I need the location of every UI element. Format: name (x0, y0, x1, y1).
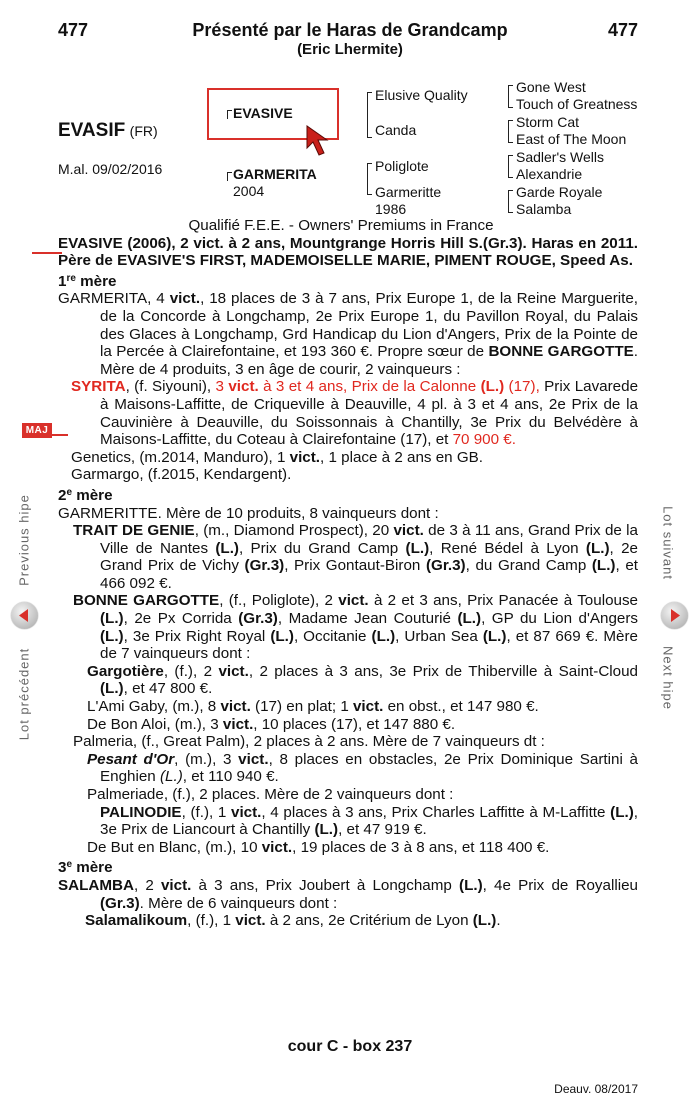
next-lot-button[interactable] (661, 602, 688, 629)
previous-hipe-label[interactable]: Previous hipe (16, 494, 32, 586)
pedigree-dam: GARMERITA (233, 166, 317, 182)
horse-info: M.al. 09/02/2016 (58, 161, 163, 177)
pedigree-ggs-2: Touch of Greatness (516, 96, 638, 112)
lot-number-right: 477 (607, 20, 638, 40)
pedigree-ggs-4: East of The Moon (516, 131, 627, 147)
pedigree-sire: EVASIVE (233, 105, 293, 121)
qualification-line: Qualifié F.E.E. - Owners' Premiums in France (188, 217, 494, 234)
pedigree-bracket (508, 120, 513, 143)
pedigree-dam-dam: Garmeritte (375, 184, 442, 200)
pedigree-sire-sire: Elusive Quality (375, 87, 468, 103)
produce-entry: PALINODIE, (f.), 1 vict., 4 places à 3 ans, Prix Charles Laffitte à M-Laffitte (L.), 3e Prix de Liancourt à Chantilly (L.), et 47 919 €. (100, 803, 638, 839)
sire-paragraph: EVASIVE (2006), 2 vict. à 2 ans, Mountgrange Horris Hill S.(Gr.3). Haras en 2011. Père de EVASIVE'S FIRST, MADEMOISELLE MARIE, PIMENT ROUGE, Speed As. (58, 234, 638, 270)
maj-badge: MAJ (22, 423, 52, 438)
pedigree-dam-year: 2004 (233, 183, 265, 199)
pedigree-bracket (508, 190, 513, 213)
produce-entry: TRAIT DE GENIE, (m., Diamond Prospect), 20 vict. de 3 à 11 ans, Grand Prix de la Ville de Nantes (L.), Prix du Grand Camp (L.), René Bédel à Lyon (L.), 2e Grand Prix de Vichy (Gr.3), Prix Gontaut-Biron (Gr.3), du Grand Camp (L.), et 466 092 €. (73, 522, 638, 592)
pedigree-ggs-8: Salamba (516, 201, 572, 217)
arrow-left-icon (11, 602, 38, 629)
pedigree-dam-sire: Poliglote (375, 158, 429, 174)
page-title: Présenté par le Haras de Grandcamp (192, 20, 508, 40)
cursor-arrow-icon (305, 124, 335, 158)
produce-entry: Pesant d'Or, (m.), 3 vict., 8 places en obstacles, 2e Prix Dominique Sartini à Enghien (L.), et 110 940 €. (87, 750, 639, 786)
pedigree-dam-dam-year: 1986 (375, 201, 407, 217)
second-dam-paragraph: GARMERITTE. Mère de 10 produits, 8 vainqueurs dont : (58, 504, 439, 522)
pedigree-sire-dam: Canda (375, 122, 417, 138)
produce-entry: Gargotière, (f.), 2 vict., 2 places à 3 ans, 3e Prix de Thiberville à Saint-Cloud (L.), et 47 800 €. (87, 662, 638, 698)
previous-lot-button[interactable] (11, 602, 38, 629)
lot-number-left: 477 (58, 20, 89, 40)
pedigree-bracket (227, 110, 232, 119)
produce-entry: De But en Blanc, (m.), 10 vict., 19 places de 3 à 8 ans, et 118 400 €. (87, 838, 550, 856)
horse-country: (FR) (129, 123, 158, 139)
produce-entry: Palmeria, (f., Great Palm), 2 places à 2 ans. Mère de 7 vainqueurs dt : (73, 733, 545, 751)
pedigree-bracket (227, 172, 232, 181)
pedigree-ggs-6: Alexandrie (516, 166, 583, 182)
catalogue-body (58, 217, 638, 930)
pedigree-ggs-5: Sadler's Wells (516, 149, 604, 165)
third-dam-paragraph: SALAMBA, 2 vict. à 3 ans, Prix Joubert à Longchamp (L.), 4e Prix de Royallieu (Gr.3). Mère de 6 vainqueurs dont : (58, 876, 638, 912)
pedigree-ggs-7: Garde Royale (516, 184, 603, 200)
box-location: cour C - box 237 (287, 1038, 413, 1055)
pedigree-bracket (508, 85, 513, 108)
produce-entry: Genetics, (m.2014, Manduro), 1 vict., 1 place à 2 ans en GB. (71, 448, 483, 466)
next-lot-label[interactable]: Lot suivant (660, 506, 676, 580)
produce-entry: Salamalikoum, (f.), 1 vict. à 2 ans, 2e Critérium de Lyon (L.). (85, 912, 501, 930)
first-dam-paragraph: GARMERITA, 4 vict., 18 places de 3 à 7 ans, Prix Europe 1, de la Reine Marguerite, de la Concorde à Longchamp, 2e Prix Europe 1, du Pavillon Royal, du Palais des Glaces à Longchamp, Grd Handicap du Lion d'Angers, Prix de la Pointe de la Percée à Clairefontaine, et 193 360 €. Propre sœur de BONNE GARGOTTE. Mère de 4 produits, 3 en âge de courir, 2 vainqueurs : (58, 290, 639, 378)
horse-name-line (58, 120, 158, 142)
arrow-right-icon (661, 602, 688, 629)
first-dam-heading: 1re mère (58, 272, 117, 290)
pedigree-ggs-1: Gone West (516, 79, 586, 95)
produce-entry: De Bon Aloi, (m.), 3 vict., 10 places (17), et 147 880 €. (87, 715, 456, 733)
produce-entry: Garmargo, (f.2015, Kendargent). (71, 466, 292, 484)
next-hipe-label[interactable]: Next hipe (660, 646, 676, 710)
previous-lot-label[interactable]: Lot précédent (16, 647, 32, 741)
pedigree-bracket (367, 92, 372, 138)
produce-entry: L'Ami Gaby, (m.), 8 vict. (17) en plat; 1 vict. en obst., et 147 980 €. (87, 698, 539, 716)
pedigree-bracket (367, 163, 372, 195)
produce-entry: BONNE GARGOTTE, (f., Poliglote), 2 vict. à 2 et 3 ans, Prix Panacée à Toulouse (L.), 2e Px Corrida (Gr.3), Madame Jean Couturié (L.), GP du Lion d'Angers (L.), 3e Prix Right Royal (L.), Occitanie (L.), Urban Sea (L.), et 87 669 €. Mère de 7 vainqueurs dont : (73, 592, 639, 663)
pedigree-bracket (508, 155, 513, 178)
sale-reference: Deauv. 08/2017 (554, 1082, 638, 1096)
horse-name: EVASIF (58, 120, 126, 141)
pedigree-ggs-3: Storm Cat (516, 114, 580, 130)
second-dam-heading: 2e mère (58, 486, 113, 504)
produce-entry: Palmeriade, (f.), 2 places. Mère de 2 vainqueurs dont : (87, 786, 454, 803)
third-dam-heading: 3e mère (58, 859, 113, 877)
produce-entry: SYRITA, (f. Siyouni), 3 vict. à 3 et 4 ans, Prix de la Calonne (L.) (17), Prix Lavarede à Maisons-Laffitte, de Criqueville à Deauville, 4 pl. à 3 et 4 ans, 2e Prix de la Cauvinière à Deauville, du Soissonnais à Chantilly, 3e Prix du Belvédère à Maisons-Laffitte, du Coteau à Clairefontaine (17), et 70 900 €. (71, 378, 639, 449)
page-subtitle: (Eric Lhermite) (297, 41, 403, 58)
